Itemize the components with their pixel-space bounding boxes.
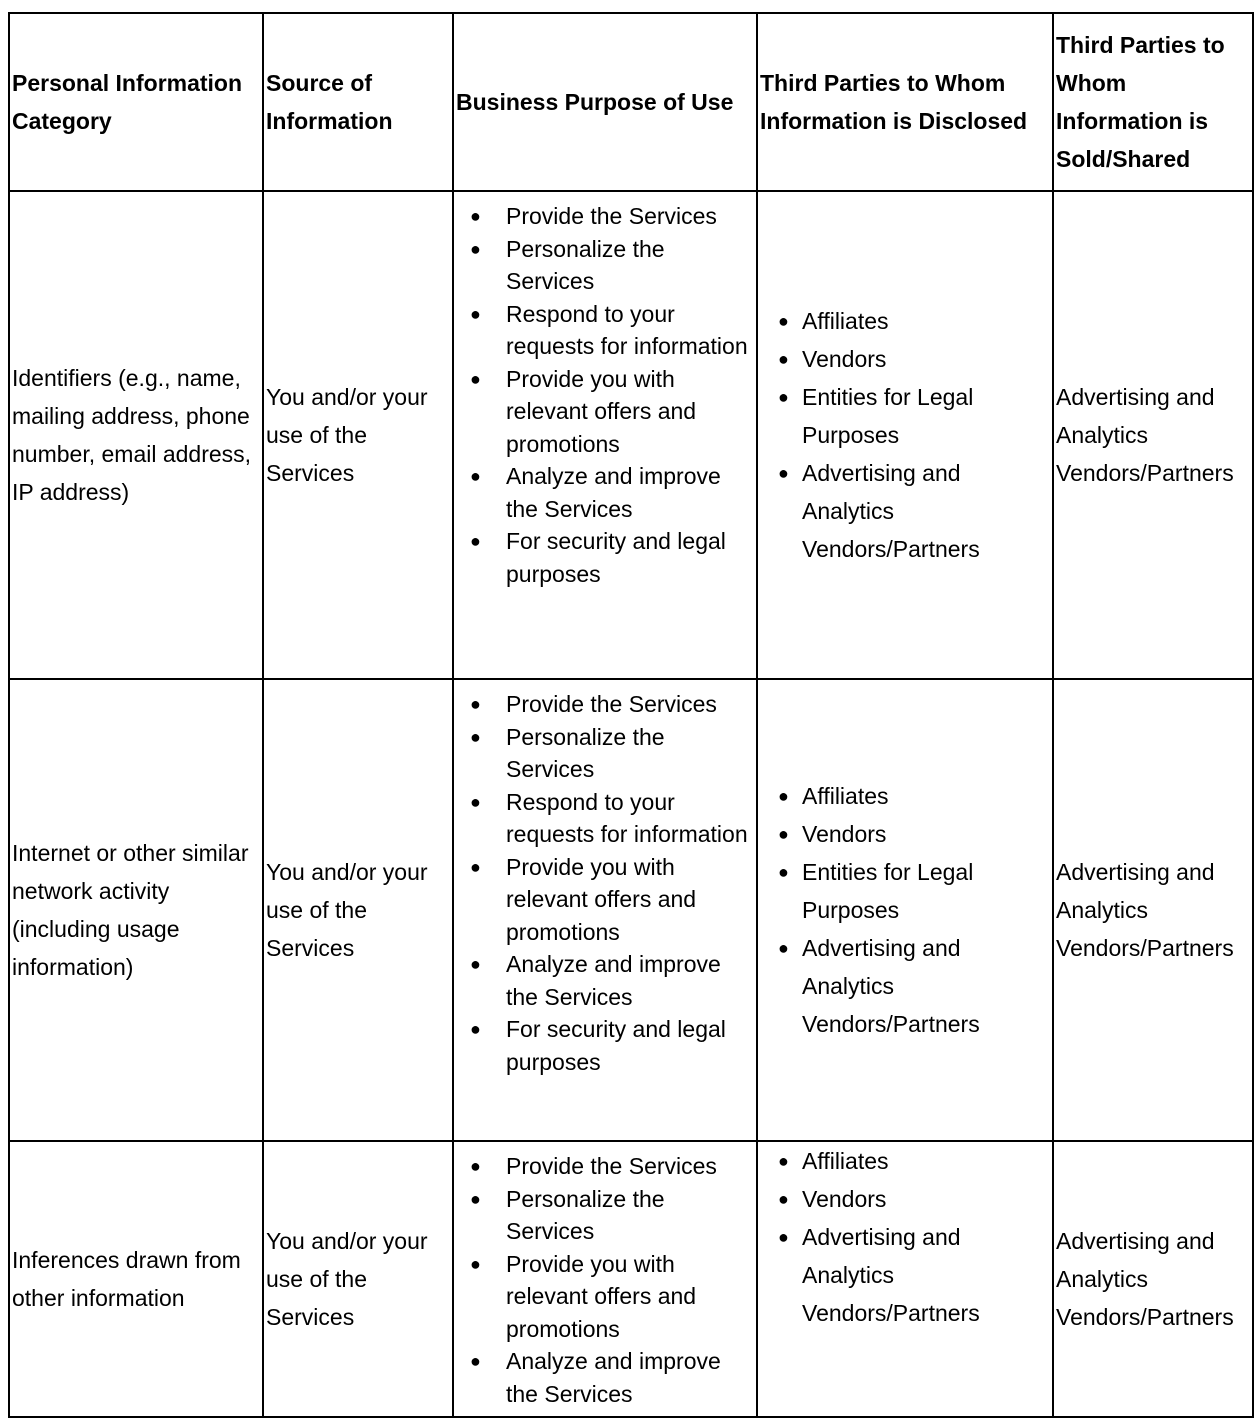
table-row bbox=[9, 191, 1253, 679]
source-cell: You and/or your use of the Services bbox=[263, 191, 453, 679]
purpose-cell bbox=[453, 1141, 757, 1417]
list-item: ● Vendors bbox=[778, 1180, 1050, 1218]
list-item: ● Provide the Services bbox=[468, 1150, 752, 1183]
list-item: ● Personalize the Services bbox=[468, 721, 752, 786]
purpose-cell bbox=[453, 679, 757, 1141]
list-item: ● Affiliates bbox=[778, 302, 1050, 340]
list-item: ● Analyze and improve the Services bbox=[468, 1345, 752, 1410]
list-item: ● Advertising and Analytics Vendors/Partners bbox=[778, 1218, 1050, 1332]
privacy-disclosure-table bbox=[8, 12, 1254, 1418]
header-source: Source of Information bbox=[263, 13, 453, 191]
purpose-list bbox=[468, 688, 752, 1078]
sold-shared-cell: Advertising and Analytics Vendors/Partners bbox=[1053, 679, 1253, 1141]
disclosed-to-cell bbox=[757, 679, 1053, 1141]
table-row bbox=[9, 679, 1253, 1141]
purpose-list bbox=[468, 200, 752, 590]
list-item: ● Vendors bbox=[778, 340, 1050, 378]
header-category: Personal Information Category bbox=[9, 13, 263, 191]
list-item: ● Affiliates bbox=[778, 1142, 1050, 1180]
list-item: ● Provide you with relevant offers and promotions bbox=[468, 851, 752, 949]
list-item: ● Respond to your requests for information bbox=[468, 298, 752, 363]
purpose-cell bbox=[453, 191, 757, 679]
list-item: ● Analyze and improve the Services bbox=[468, 460, 752, 525]
source-cell: You and/or your use of the Services bbox=[263, 679, 453, 1141]
disclosed-to-cell bbox=[757, 1141, 1053, 1417]
list-item: ● Vendors bbox=[778, 815, 1050, 853]
table-row bbox=[9, 1141, 1253, 1417]
disclosed-to-list bbox=[778, 777, 1050, 1043]
sold-shared-cell: Advertising and Analytics Vendors/Partners bbox=[1053, 191, 1253, 679]
sold-shared-cell: Advertising and Analytics Vendors/Partners bbox=[1053, 1141, 1253, 1417]
list-item: ● Affiliates bbox=[778, 777, 1050, 815]
list-item: ● Entities for Legal Purposes bbox=[778, 853, 1050, 929]
list-item: ● For security and legal purposes bbox=[468, 1013, 752, 1078]
list-item: ● Provide you with relevant offers and promotions bbox=[468, 363, 752, 461]
list-item: ● Analyze and improve the Services bbox=[468, 948, 752, 1013]
purpose-list bbox=[468, 1150, 752, 1410]
list-item: ● Entities for Legal Purposes bbox=[778, 378, 1050, 454]
category-cell: Identifiers (e.g., name, mailing address, phone number, email address, IP address) bbox=[9, 191, 263, 679]
header-sold-shared: Third Parties to Whom Information is Sold/Shared bbox=[1053, 13, 1253, 191]
source-cell: You and/or your use of the Services bbox=[263, 1141, 453, 1417]
table-header-row bbox=[9, 13, 1253, 191]
list-item: ● Provide the Services bbox=[468, 200, 752, 233]
header-disclosed-to: Third Parties to Whom Information is Disclosed bbox=[757, 13, 1053, 191]
list-item: ● Respond to your requests for information bbox=[468, 786, 752, 851]
list-item: ● Personalize the Services bbox=[468, 1183, 752, 1248]
header-purpose: Business Purpose of Use bbox=[453, 13, 757, 191]
list-item: ● For security and legal purposes bbox=[468, 525, 752, 590]
list-item: ● Provide the Services bbox=[468, 688, 752, 721]
list-item: ● Advertising and Analytics Vendors/Partners bbox=[778, 929, 1050, 1043]
disclosed-to-cell bbox=[757, 191, 1053, 679]
disclosed-to-list bbox=[778, 302, 1050, 568]
list-item: ● Provide you with relevant offers and promotions bbox=[468, 1248, 752, 1346]
list-item: ● Personalize the Services bbox=[468, 233, 752, 298]
category-cell: Inferences drawn from other information bbox=[9, 1141, 263, 1417]
category-cell: Internet or other similar network activity (including usage information) bbox=[9, 679, 263, 1141]
disclosed-to-list bbox=[778, 1142, 1050, 1332]
list-item: ● Advertising and Analytics Vendors/Partners bbox=[778, 454, 1050, 568]
